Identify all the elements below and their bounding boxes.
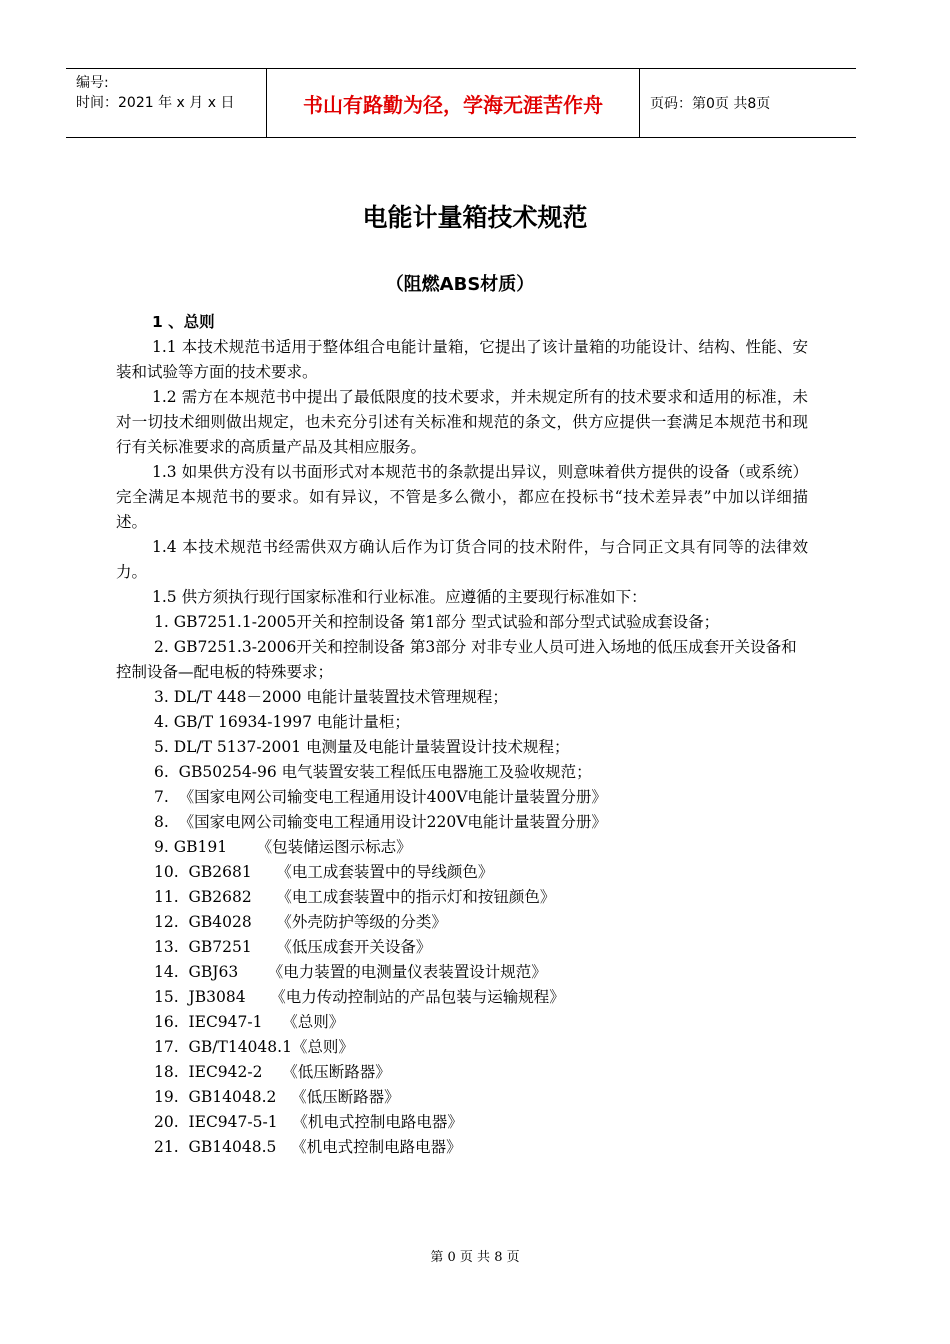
- paragraph: 1.4 本技术规范书经需供双方确认后作为订货合同的技术附件，与合同正文具有同等的法律效力。: [116, 538, 808, 581]
- document-subtitle: （阻燃ABS材质）: [385, 274, 535, 295]
- standard-item: 21. GB14048.5 《机电式控制电路电器》: [154, 1138, 462, 1156]
- standard-item: 4. GB/T 16934-1997 电能计量柜；: [154, 713, 410, 731]
- standard-item: 10. GB2681 《电工成套装置中的导线颜色》: [154, 863, 494, 881]
- standard-item: 5. DL/T 5137-2001 电测量及电能计量装置设计技术规程；: [154, 738, 570, 756]
- paragraph: 1.2 需方在本规范书中提出了最低限度的技术要求，并未规定所有的技术要求和适用的标准，未对一切技术细则做出规定，也未充分引述有关标准和规范的条文，供方应提供一套满足本规范书和现行有关标准要求的高质量产品及其相应服务。: [116, 388, 808, 456]
- section-heading: 1 、总则: [152, 313, 215, 331]
- standard-item: 17. GB/T14048.1《总则》: [154, 1038, 354, 1056]
- standard-item: 2. GB7251.3-2006开关和控制设备 第3部分 对非专业人员可进入场地的低压成套开关设备和控制设备—配电板的特殊要求；: [116, 638, 797, 681]
- standard-item: 13. GB7251 《低压成套开关设备》: [154, 938, 432, 956]
- document-body: [116, 310, 808, 1160]
- standard-item: 7. 《国家电网公司输变电工程通用设计400V电能计量装置分册》: [154, 788, 607, 806]
- paragraph: 1.1 本技术规范书适用于整体组合电能计量箱，它提出了该计量箱的功能设计、结构、性能、安装和试验等方面的技术要求。: [116, 338, 808, 381]
- document-title: 电能计量箱技术规范: [362, 203, 588, 232]
- standard-item: 1. GB7251.1-2005开关和控制设备 第1部分 型式试验和部分型式试验成套设备；: [154, 613, 720, 631]
- standard-item: 19. GB14048.2 《低压断路器》: [154, 1088, 400, 1106]
- document-number-label: 编号:: [76, 75, 109, 91]
- standard-item: 6. GB50254-96 电气装置安装工程低压电器施工及验收规范；: [154, 763, 592, 781]
- standard-item: 15. JB3084 《电力传动控制站的产品包装与运输规程》: [154, 988, 565, 1006]
- header-motto: 书山有路勤为径，学海无涯苦作舟: [266, 69, 640, 137]
- header-meta: [66, 69, 266, 137]
- standard-item: 8. 《国家电网公司输变电工程通用设计220V电能计量装置分册》: [154, 813, 607, 831]
- paragraph: 1.5 供方须执行现行国家标准和行业标准。应遵循的主要现行标准如下：: [152, 588, 647, 606]
- document-time-label: 时间：2021 年 x 月 x 日: [76, 95, 235, 111]
- header-page-number: 页码：第0页 共8页: [650, 96, 771, 112]
- standard-item: 14. GBJ63 《电力装置的电测量仪表装置设计规范》: [154, 963, 547, 981]
- page-header: [66, 68, 856, 138]
- standard-item: 20. IEC947-5-1 《机电式控制电路电器》: [154, 1113, 463, 1131]
- standard-item: 18. IEC942-2 《低压断路器》: [154, 1063, 391, 1081]
- page-footer: 第 0 页 共 8 页: [430, 1250, 520, 1265]
- standard-item: 16. IEC947-1 《总则》: [154, 1013, 345, 1031]
- paragraph: 1.3 如果供方没有以书面形式对本规范书的条款提出异议，则意味着供方提供的设备（或系统）完全满足本规范书的要求。如有异议，不管是多么微小，都应在投标书“技术差异表”中加以详细描述。: [116, 463, 808, 531]
- standard-item: 9. GB191 《包装储运图示标志》: [154, 838, 412, 856]
- standard-item: 11. GB2682 《电工成套装置中的指示灯和按钮颜色》: [154, 888, 556, 906]
- standard-item: 12. GB4028 《外壳防护等级的分类》: [154, 913, 447, 931]
- standard-item: 3. DL/T 448－2000 电能计量装置技术管理规程；: [154, 688, 508, 706]
